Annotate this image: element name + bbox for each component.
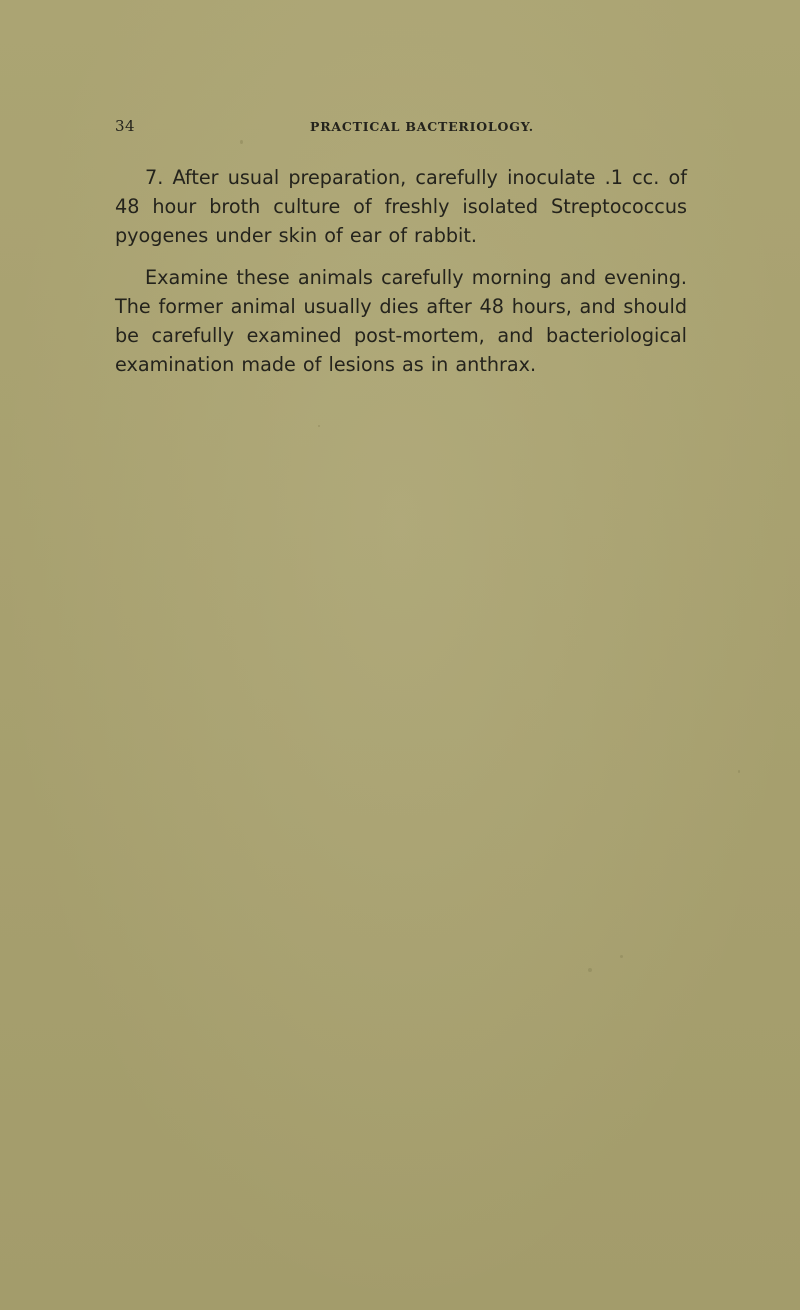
page-number: 34 xyxy=(115,117,136,135)
paper-speck xyxy=(738,770,740,773)
paper-speck xyxy=(588,968,592,972)
running-title: PRACTICAL BACTERIOLOGY. xyxy=(310,119,534,134)
paper-speck xyxy=(240,140,243,144)
paragraph-examination: Examine these animals carefully morning and evening. The former animal usually dies after 48 hours, and should be carefully examined post-mortem, and bacteriological examination made of lesions as in anthrax. xyxy=(115,266,687,376)
running-head xyxy=(115,117,685,137)
paragraph-inoculation: 7. After usual preparation, carefully inoculate .1 cc. of 48 hour broth culture of freshly isolated Streptococcus pyogenes under skin of ear of rabbit. xyxy=(115,166,687,247)
paper-speck xyxy=(620,955,623,958)
paper-speck xyxy=(318,425,320,427)
body-text xyxy=(115,163,687,379)
